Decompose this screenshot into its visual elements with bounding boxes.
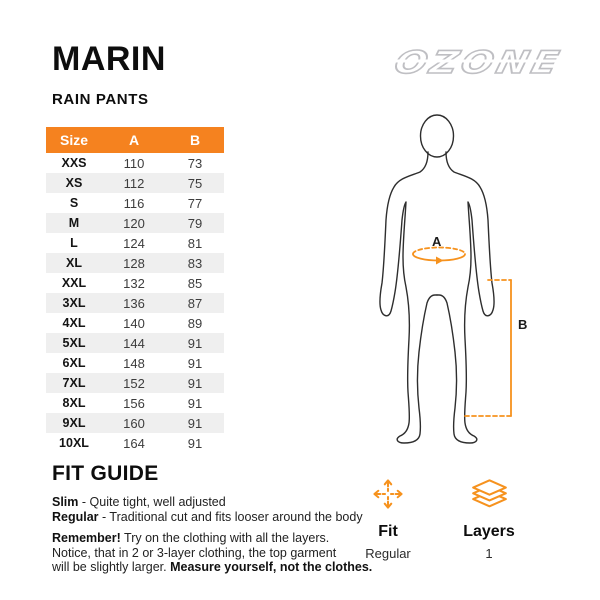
b-cell: 89	[187, 315, 203, 331]
table-row	[46, 433, 224, 453]
measure-b-bracket	[465, 280, 511, 416]
layers-feature	[447, 476, 531, 561]
b-cell: 91	[187, 375, 203, 391]
table-row	[46, 273, 224, 293]
a-cell: 132	[123, 275, 145, 291]
measure-a-label: A	[432, 234, 442, 249]
notice-line: Notice, that in 2 or 3-layer clothing, the top garment	[52, 545, 337, 560]
size-cell: 9XL	[62, 416, 86, 430]
column-header-size: Size	[46, 127, 102, 153]
size-cell: M	[68, 216, 80, 230]
a-cell: 164	[123, 435, 145, 451]
slim-text: - Quite tight, well adjusted	[78, 495, 226, 509]
slim-label: Slim	[52, 495, 79, 509]
table-row	[46, 373, 224, 393]
table-row	[46, 353, 224, 373]
b-cell: 73	[187, 155, 203, 171]
fit-feature	[349, 476, 427, 561]
size-cell: 6XL	[62, 356, 86, 370]
table-row	[46, 153, 224, 173]
size-cell: XXL	[61, 276, 87, 290]
b-cell: 91	[187, 335, 203, 351]
b-cell: 91	[187, 435, 203, 451]
a-cell: 124	[123, 235, 145, 251]
brand-logo	[381, 40, 569, 86]
a-cell: 128	[123, 255, 145, 271]
column-header-b: B	[166, 127, 224, 153]
size-cell: 10XL	[59, 436, 89, 450]
table-row	[46, 213, 224, 233]
product-title: MARIN	[52, 40, 166, 78]
a-cell: 112	[123, 175, 145, 191]
table-row	[46, 233, 224, 253]
a-cell: 136	[123, 295, 145, 311]
size-table	[46, 127, 224, 453]
measure-a-arrowhead	[436, 257, 444, 265]
table-row	[46, 313, 224, 333]
body-measurement-diagram	[370, 108, 590, 448]
a-cell: 156	[123, 395, 145, 411]
size-cell: 3XL	[62, 296, 86, 310]
a-cell: 144	[123, 335, 145, 351]
table-row	[46, 333, 224, 353]
a-cell: 160	[123, 415, 145, 431]
b-cell: 87	[187, 295, 203, 311]
b-cell: 91	[187, 395, 203, 411]
b-cell: 91	[187, 415, 203, 431]
table-row	[46, 173, 224, 193]
a-cell: 116	[123, 195, 145, 211]
head-outline	[421, 115, 454, 157]
fit-arrows-icon	[371, 477, 405, 511]
layers-icon	[471, 479, 508, 509]
b-cell: 85	[187, 275, 203, 291]
size-cell: 8XL	[62, 396, 86, 410]
remember-paragraph	[52, 531, 382, 575]
size-cell: 5XL	[62, 336, 86, 350]
a-cell: 152	[123, 375, 145, 391]
table-row	[46, 393, 224, 413]
a-cell: 148	[123, 355, 145, 371]
table-row	[46, 253, 224, 273]
product-subtitle: RAIN PANTS	[52, 91, 149, 108]
size-cell: XS	[65, 176, 83, 190]
remember-text: Try on the clothing with all the layers.	[120, 531, 330, 545]
logo-cut-stripe	[381, 60, 569, 63]
size-cell: XL	[66, 256, 82, 270]
a-cell: 110	[123, 155, 145, 171]
b-cell: 81	[187, 235, 203, 251]
brand-logo-text: OZONE	[390, 45, 537, 81]
regular-label: Regular	[52, 509, 99, 524]
larger-text: will be slightly larger.	[52, 560, 171, 574]
remember-label: Remember!	[52, 531, 121, 545]
table-row	[46, 293, 224, 313]
b-cell: 91	[187, 355, 203, 371]
header-row	[46, 127, 224, 153]
slim-line	[52, 495, 382, 510]
regular-line	[52, 510, 382, 525]
size-cell: S	[69, 196, 79, 210]
layers-value: 1	[485, 546, 493, 561]
b-cell: 83	[187, 255, 203, 271]
size-cell: 4XL	[62, 316, 86, 330]
size-table-header	[46, 127, 224, 153]
column-header-a: A	[102, 127, 166, 153]
layers-label: Layers	[463, 523, 515, 540]
fit-guide-section	[52, 462, 382, 575]
a-cell: 120	[123, 215, 145, 231]
fit-label: Fit	[378, 523, 398, 540]
body-silhouette	[380, 115, 494, 443]
fit-guide-title: FIT GUIDE	[52, 462, 159, 485]
size-cell: L	[70, 236, 78, 250]
size-cell: XXS	[61, 156, 87, 170]
b-cell: 77	[187, 195, 203, 211]
a-cell: 140	[123, 315, 145, 331]
b-cell: 79	[187, 215, 203, 231]
table-row	[46, 413, 224, 433]
measure-bold-text: Measure yourself, not the clothes.	[170, 560, 373, 574]
body-half-outline	[380, 152, 437, 443]
b-cell: 75	[187, 175, 203, 191]
size-cell: 7XL	[62, 376, 86, 390]
measure-b-label: B	[518, 317, 528, 332]
table-row	[46, 193, 224, 213]
regular-text: - Traditional cut and fits looser around the body	[98, 509, 363, 524]
fit-value: Regular	[365, 546, 411, 561]
